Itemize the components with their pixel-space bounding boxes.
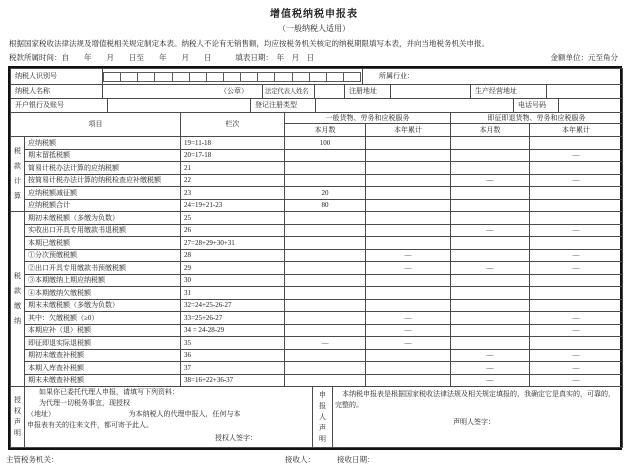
taxpayer-id-box [326,72,344,82]
row-item-label: 期末留抵税额 [25,149,181,162]
refund-month-value [451,249,530,262]
taxpayer-id-row [10,68,623,85]
general-month-value: 100 [285,137,366,150]
declarant-signature-label: 声明人签字： [453,418,495,426]
table-row [11,149,623,162]
bank-account-row [10,98,623,113]
refund-year-value: — [530,224,623,237]
business-address-field [547,85,623,99]
row-item-label: 即征即退实际退税额 [25,337,181,350]
general-month-value [285,149,366,162]
refund-year-value [530,274,623,287]
taxpayer-id-box [257,72,275,82]
row-column-no: 33=25+26-27 [181,312,285,325]
taxpayer-id-box [189,72,207,82]
general-month-value [285,287,366,300]
refund-month-value [451,149,530,162]
phone-label: 电话号码 [514,99,559,113]
general-year-value [366,274,451,287]
table-row [11,274,623,287]
general-year-value [366,212,451,225]
row-item-label: 简易计税办法计算的应纳税额 [25,162,181,175]
refund-year-value: — [530,362,623,375]
refund-year-value [530,162,623,175]
reg-address-field [391,85,471,99]
authorization-label: 授权声明 [11,387,25,448]
row-item-label: 期末未缴税额（多缴为负数） [25,299,181,312]
row-item-label: ④本期缴纳欠缴税额 [25,287,181,300]
general-year-value [366,299,451,312]
row-column-no: 19=11-18 [181,137,285,150]
row-column-no: 30 [181,274,285,287]
refund-year-value: — [530,149,623,162]
table-row [11,237,623,250]
row-group-label: 税款计算 [11,137,25,212]
table-row [11,199,623,212]
row-item-label: 应纳税额减征额 [25,187,181,200]
refund-month-value [451,287,530,300]
receive-date-label: 接收日期： [337,455,375,464]
auth-line: 如果你已委托代理人申报，请填写下列资料： [39,388,179,396]
refund-month-value: — [451,374,530,387]
general-month-value [285,249,366,262]
refund-month-value: — [451,262,530,275]
refund-month-value [451,324,530,337]
row-group-label: 税款缴纳 [11,212,25,387]
taxpayer-id-box [120,72,138,82]
reg-type-field [316,99,514,113]
legal-rep-label: 法定代表人姓名 [263,85,315,99]
auth-line: （地址） 为本纳税人的代理申报人，任何与本 [27,410,241,418]
table-row [11,212,623,225]
declaration-statement: 本纳税申报表是根据国家税收法律法规及相关规定填报的，我确定它是真实的，可靠的，完整的。 [335,390,615,409]
reg-address-label: 注册地址 [345,85,391,99]
tax-authority-label: 主管税务机关： [6,455,59,464]
refund-year-value: — [530,249,623,262]
general-year-value [366,162,451,175]
general-month-value [285,374,366,387]
row-column-no: 24=19+21-23 [181,199,285,212]
form-table [8,66,622,450]
taxpayer-id-box [137,72,155,82]
general-month-value [285,237,366,250]
auth-line: 申报表有关的往来文件，都可寄予此人。 [27,421,153,429]
taxpayer-name-row [10,84,623,99]
form-footer [0,454,628,465]
general-month-value [285,162,366,175]
refund-year-value: — [530,174,623,187]
row-column-no: 32=24+25-26-27 [181,299,285,312]
table-row [11,324,623,337]
refund-month-value [451,299,530,312]
taxpayer-id-box [103,72,121,82]
general-year-value [366,149,451,162]
row-column-no: 26 [181,224,285,237]
general-year-value [366,349,451,362]
general-month-header: 本月数 [285,124,366,137]
general-month-value [285,312,366,325]
reg-type-label: 登记注册类型 [251,99,316,113]
general-month-value: 20 [285,187,366,200]
table-row [11,162,623,175]
general-month-value [285,224,366,237]
row-item-label: 应纳税额合计 [25,199,181,212]
row-item-label: 本期已缴税额 [25,237,181,250]
general-year-value: — [366,337,451,350]
general-year-value [366,287,451,300]
row-item-label: 实收出口开具专用缴款书退税额 [25,224,181,237]
fill-date-field: 填表日期： 年 月 日 [235,53,315,62]
declaration-text [333,387,623,448]
column-no-header: 栏次 [181,113,285,137]
authorization-text [25,387,313,448]
bank-label: 开户银行及账号 [11,99,108,113]
auth-line: 为代理一切税务事宜，现授权 [39,399,130,407]
row-item-label: 期初未缴查补税额 [25,349,181,362]
declarant-label: 申报人声明 [313,387,333,448]
table-row [11,362,623,375]
table-row [11,299,623,312]
table-row [11,374,623,387]
taxpayer-id-box [343,72,361,82]
taxpayer-id-box [292,72,310,82]
general-month-value [285,212,366,225]
taxpayer-id-box [240,72,258,82]
refund-month-value: — [451,224,530,237]
industry-label: 所属行业： [363,69,623,85]
taxpayer-id-box [309,72,327,82]
row-column-no: 28 [181,249,285,262]
table-row [11,187,623,200]
general-month-value: 80 [285,199,366,212]
taxpayer-name-field: （公章） [103,85,263,99]
refund-year-value [530,237,623,250]
row-item-label: 期末未缴查补税额 [25,374,181,387]
table-row [11,349,623,362]
bank-field [108,99,251,113]
taxpayer-id-box [172,72,190,82]
refund-month-value: — [451,349,530,362]
taxpayer-id-box [274,72,292,82]
taxpayer-id-box [154,72,172,82]
row-column-no: 29 [181,262,285,275]
amount-unit-label: 金额单位：元至角分 [550,53,618,62]
row-item-label: ②出口开具专用缴款书预缴税额 [25,262,181,275]
general-year-value: — [366,249,451,262]
form-subtitle: （一般纳税人适用） [278,24,350,33]
refund-month-value [451,274,530,287]
row-column-no: 38=16+22+36-37 [181,374,285,387]
row-item-label: 本期应补（退）税额 [25,324,181,337]
table-row [11,137,623,150]
legal-rep-field [315,85,345,99]
row-column-no: 37 [181,362,285,375]
declaration-section [10,386,623,448]
general-month-value: — [285,337,366,350]
general-year-value [366,199,451,212]
phone-field [559,99,623,113]
row-column-no: 35 [181,337,285,350]
refund-year-value: — [530,312,623,325]
table-row [11,312,623,325]
row-column-no: 25 [181,212,285,225]
form-instructions: 根据国家税收法律法规及增值税相关规定制定本表。纳税人不论有无销售额，均应按税务机关核定的纳税期限填写本表，并向当地税务机关申报。 [9,39,489,48]
refund-year-value: — [530,374,623,387]
general-section-header: 一般货物、劳务和应税服务 [285,113,451,124]
refund-year-value [530,187,623,200]
general-year-value [366,174,451,187]
table-row [11,224,623,237]
row-column-no: 34 = 24-28-29 [181,324,285,337]
general-year-value: — [366,324,451,337]
refund-year-header: 本年累计 [530,124,623,137]
general-year-value [366,137,451,150]
refund-year-value: — [530,349,623,362]
row-item-label: ①分次预缴税额 [25,249,181,262]
table-row [11,337,623,350]
form-title: 增值税纳税申报表 [270,9,358,20]
refund-month-value: — [451,362,530,375]
row-column-no: 23 [181,187,285,200]
general-year-header: 本年累计 [366,124,451,137]
row-item-label: 本期入库查补税额 [25,362,181,375]
general-year-value [366,224,451,237]
general-year-value [366,374,451,387]
refund-month-value [451,312,530,325]
authorizer-signature-label: 授权人签字： [215,434,257,442]
general-month-value [285,174,366,187]
refund-month-value [451,137,530,150]
refund-month-value [451,187,530,200]
refund-month-header: 本月数 [451,124,530,137]
refund-section-header: 即征即退货物、劳务和应税服务 [451,113,623,124]
general-year-value [366,187,451,200]
table-row [11,287,623,300]
item-header: 项目 [11,113,181,137]
refund-year-value [530,199,623,212]
table-row [11,249,623,262]
refund-year-value [530,287,623,300]
refund-year-value [530,337,623,350]
table-row [11,174,623,187]
refund-month-value [451,212,530,225]
row-item-label: 期初未缴税额（多缴为负数） [25,212,181,225]
row-item-label: 其中：欠缴税额（≥0） [25,312,181,325]
row-column-no: 31 [181,287,285,300]
taxpayer-id-box [206,72,224,82]
general-year-value [366,237,451,250]
refund-year-value [530,212,623,225]
row-column-no: 27=28+29+30+31 [181,237,285,250]
refund-month-value [451,337,530,350]
table-row [11,262,623,275]
tax-period-field: 税款所属时间：自 年 月 日至 年 月 日 [9,53,212,62]
general-month-value [285,299,366,312]
row-column-no: 20=17-18 [181,149,285,162]
row-column-no: 22 [181,174,285,187]
general-year-value [366,362,451,375]
general-year-value: — [366,312,451,325]
refund-month-value [451,162,530,175]
taxpayer-name-label: 纳税人名称 [11,85,103,99]
refund-year-value: — [530,324,623,337]
taxpayer-id-box [223,72,241,82]
row-column-no: 21 [181,162,285,175]
general-month-value [285,362,366,375]
row-column-no: 36 [181,349,285,362]
refund-year-value [530,137,623,150]
refund-year-value [530,299,623,312]
business-address-label: 生产经营地址 [471,85,547,99]
general-month-value [285,349,366,362]
row-item-label: ③本期缴纳上期应纳税额 [25,274,181,287]
refund-month-value: — [451,174,530,187]
refund-year-value: — [530,262,623,275]
general-month-value [285,324,366,337]
taxpayer-id-label: 纳税人识别号 [11,69,103,85]
taxpayer-id-boxes [103,69,363,85]
refund-month-value [451,237,530,250]
form-meta-line [0,49,628,65]
row-item-label: 应纳税额 [25,137,181,150]
receiver-label: 接收人： [285,455,315,464]
row-item-label: 按简易计税办法计算的纳税检查应补缴税额 [25,174,181,187]
general-month-value [285,274,366,287]
general-year-value: — [366,262,451,275]
general-month-value [285,262,366,275]
tax-calculation-table [10,112,623,387]
refund-month-value [451,199,530,212]
